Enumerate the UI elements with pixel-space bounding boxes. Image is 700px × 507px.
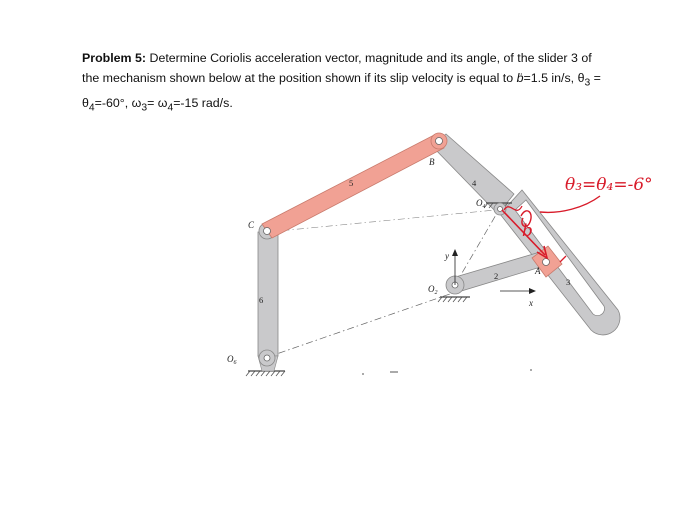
pin-a [543,259,550,266]
pin-o6 [264,355,270,361]
link-number-2: 2 [494,271,499,281]
link-number-5: 5 [349,178,354,188]
label-o4: $O_4$ [476,198,486,210]
problem-text-3c: = ω [147,96,168,111]
subscript-4b: 4 [167,102,174,114]
subscript-3: 3 [584,77,591,89]
ground-o2 [438,297,470,302]
link-number-4: 4 [472,178,477,188]
label-o6: $O_6$ [227,354,237,366]
subscript-3b: 3 [141,102,148,114]
link-number-6: 6 [259,295,264,305]
problem-text-2b: =1.5 in/s, θ [523,71,585,85]
pin-c [264,228,271,235]
label-c: C [248,220,255,230]
problem-text-1: Determine Coriolis acceleration vector, magnitude and its angle, of the slider 3 of [146,51,592,65]
label-x: x [529,298,533,308]
handwritten-angle-note: θ₃=θ₄=-6° [565,175,653,195]
problem-text-3d: =-15 rad/s. [173,96,233,111]
subscript-4: 4 [88,102,95,114]
label-a: A [535,266,541,276]
label-b: B [429,157,435,167]
problem-heading: Problem 5: [82,51,147,65]
link-6 [258,232,278,356]
label-y: y [445,251,449,261]
pin-b [436,138,443,145]
problem-text-2c: = [590,71,601,85]
problem-text-2a: the mechanism shown below at the position shown if its slip velocity is equal to [82,71,517,85]
stray-marks [362,370,532,374]
problem-text-3a: θ [82,96,89,111]
label-o2: $O_2$ [428,284,438,296]
link-number-3: 3 [566,277,571,287]
red-leader-line [540,196,600,212]
slip-velocity-symbol: ḃ [516,71,524,85]
problem-text-3b: =-60°, ω [94,96,142,111]
handwritten-b-mark: b [522,221,533,241]
